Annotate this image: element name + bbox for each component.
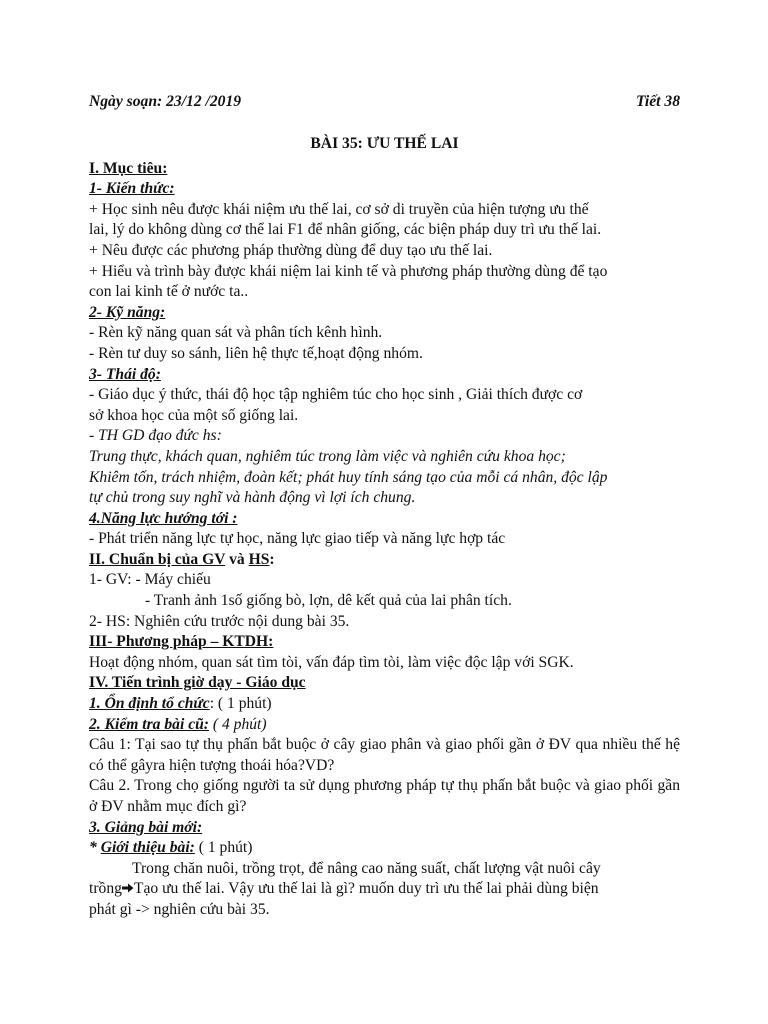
right-arrow-icon (122, 882, 134, 894)
ethics-line: Trung thực, khách quan, nghiêm túc trong làm việc và nghiên cứu khoa học; (89, 447, 566, 465)
skills-line: - Rèn kỹ năng quan sát và phân tích kênh hình. (89, 324, 383, 342)
skills-line: - Rèn tư duy so sánh, liên hệ thực tế,hoạt động nhóm. (89, 344, 423, 362)
attitude-line: - Giáo dục ý thức, thái độ học tập nghiêm túc cho học sinh , Giải thích được cơ (89, 386, 583, 404)
review-line (89, 715, 680, 736)
knowledge-line: lai, lý do không dùng cơ thể lai F1 để nhân giống, các biện pháp duy trì ưu thế lai. (89, 221, 602, 239)
knowledge-line: + Nêu được các phương pháp thường dùng để duy tạo ưu thế lai. (89, 241, 493, 259)
attitude-line: sở khoa học của một số giống lai. (89, 406, 299, 424)
methods-heading: III- Phương pháp – KTDH: (89, 633, 274, 651)
intro-time: ( 1 phút) (194, 839, 253, 857)
knowledge-heading: 1- Kiến thức: (89, 180, 175, 198)
ethics-line: tự chủ trong suy nghĩ và hành động vì lợi ích chung. (89, 489, 416, 507)
preparation-heading-and: và (225, 550, 249, 568)
new-lesson-heading: 3. Giảng bài mới: (89, 818, 203, 836)
lesson-title: BÀI 35: ƯU THẾ LAI (310, 135, 459, 152)
preparation-line: - Tranh ảnh 1số giống bò, lợn, dê kết quả của lai phân tích. (145, 592, 512, 610)
preparation-heading (89, 550, 680, 571)
preparation-line: 1- GV: - Máy chiếu (89, 571, 211, 589)
period-label: Tiết 38 (635, 93, 680, 110)
methods-line: Hoạt động nhóm, quan sát tìm tòi, vấn đáp tìm tòi, làm việc độc lập với SGK. (89, 653, 574, 671)
intro-paragraph-line: Trong chăn nuôi, trồng trọt, để nâng cao năng suất, chất lượng vật nuôi cây (132, 859, 601, 877)
intro-text-rest: Tạo ưu thế lai. Vậy ưu thế lai là gì? muốn duy trì ưu thế lai phải dùng biện (133, 880, 599, 898)
question-1: Câu 1: Tại sao tự thụ phấn bắt buộc ở cây giao phân và giao phối gần ở ĐV qua nhiều thế hệ có thể gâyra hiện tượng thoái hóa?VD? (89, 736, 680, 774)
intro-text-start: trồng (89, 880, 122, 898)
preparation-heading-text: II. Chuẩn bị của (89, 550, 203, 568)
ethics-line: Khiêm tốn, trách nhiệm, đoàn kết; phát huy tính sáng tạo của mỗi cá nhân, độc lập (89, 468, 608, 486)
process-heading: IV. Tiến trình giờ dạy - Giáo dục (89, 674, 306, 692)
intro-star: * (89, 839, 101, 857)
intro-heading: Giới thiệu bài: (100, 839, 195, 857)
org-time: : ( 1 phút) (209, 695, 272, 713)
ethics-line: - TH GD đạo đức hs: (89, 427, 222, 445)
preparation-heading-gv: GV (202, 550, 226, 568)
preparation-heading-colon: : (269, 550, 275, 568)
knowledge-line: + Hiểu và trình bày được khái niệm lai kinh tế và phương pháp thường dùng để tạo (89, 262, 608, 280)
org-line (89, 694, 680, 715)
review-heading: 2. Kiểm tra bài cũ: (89, 715, 209, 733)
knowledge-line: + Học sinh nêu được khái niệm ưu thế lai, cơ sở di truyền của hiện tượng ưu thế (89, 200, 589, 218)
org-heading: 1. Ổn định tổ chức (89, 695, 210, 713)
preparation-line: 2- HS: Nghiên cứu trước nội dung bài 35. (89, 612, 350, 630)
intro-paragraph-line: phát gì -> nghiên cứu bài 35. (89, 900, 270, 918)
review-time: ( 4 phút) (208, 715, 267, 733)
document-header (89, 92, 680, 114)
competency-heading: 4.Năng lực hướng tới : (89, 509, 238, 527)
preparation-heading-hs: HS (248, 550, 270, 568)
question-2: Câu 2. Trong chọ giống người ta sử dụng phương pháp tự thụ phấn bắt buộc và giao phối gần ở ĐV nhằm mục đích gì? (89, 777, 680, 815)
intro-line (89, 838, 680, 859)
intro-paragraph-line (89, 879, 680, 900)
knowledge-line: con lai kinh tế ở nước ta.. (89, 283, 249, 301)
competency-line: - Phát triển năng lực tự học, năng lực giao tiếp và năng lực hợp tác (89, 530, 506, 548)
objectives-heading: I. Mục tiêu: (89, 159, 168, 177)
attitude-heading: 3- Thái độ: (89, 365, 161, 383)
skills-heading: 2- Kỹ năng: (89, 303, 166, 321)
date-label: Ngày soạn: 23/12 /2019 (89, 93, 242, 110)
